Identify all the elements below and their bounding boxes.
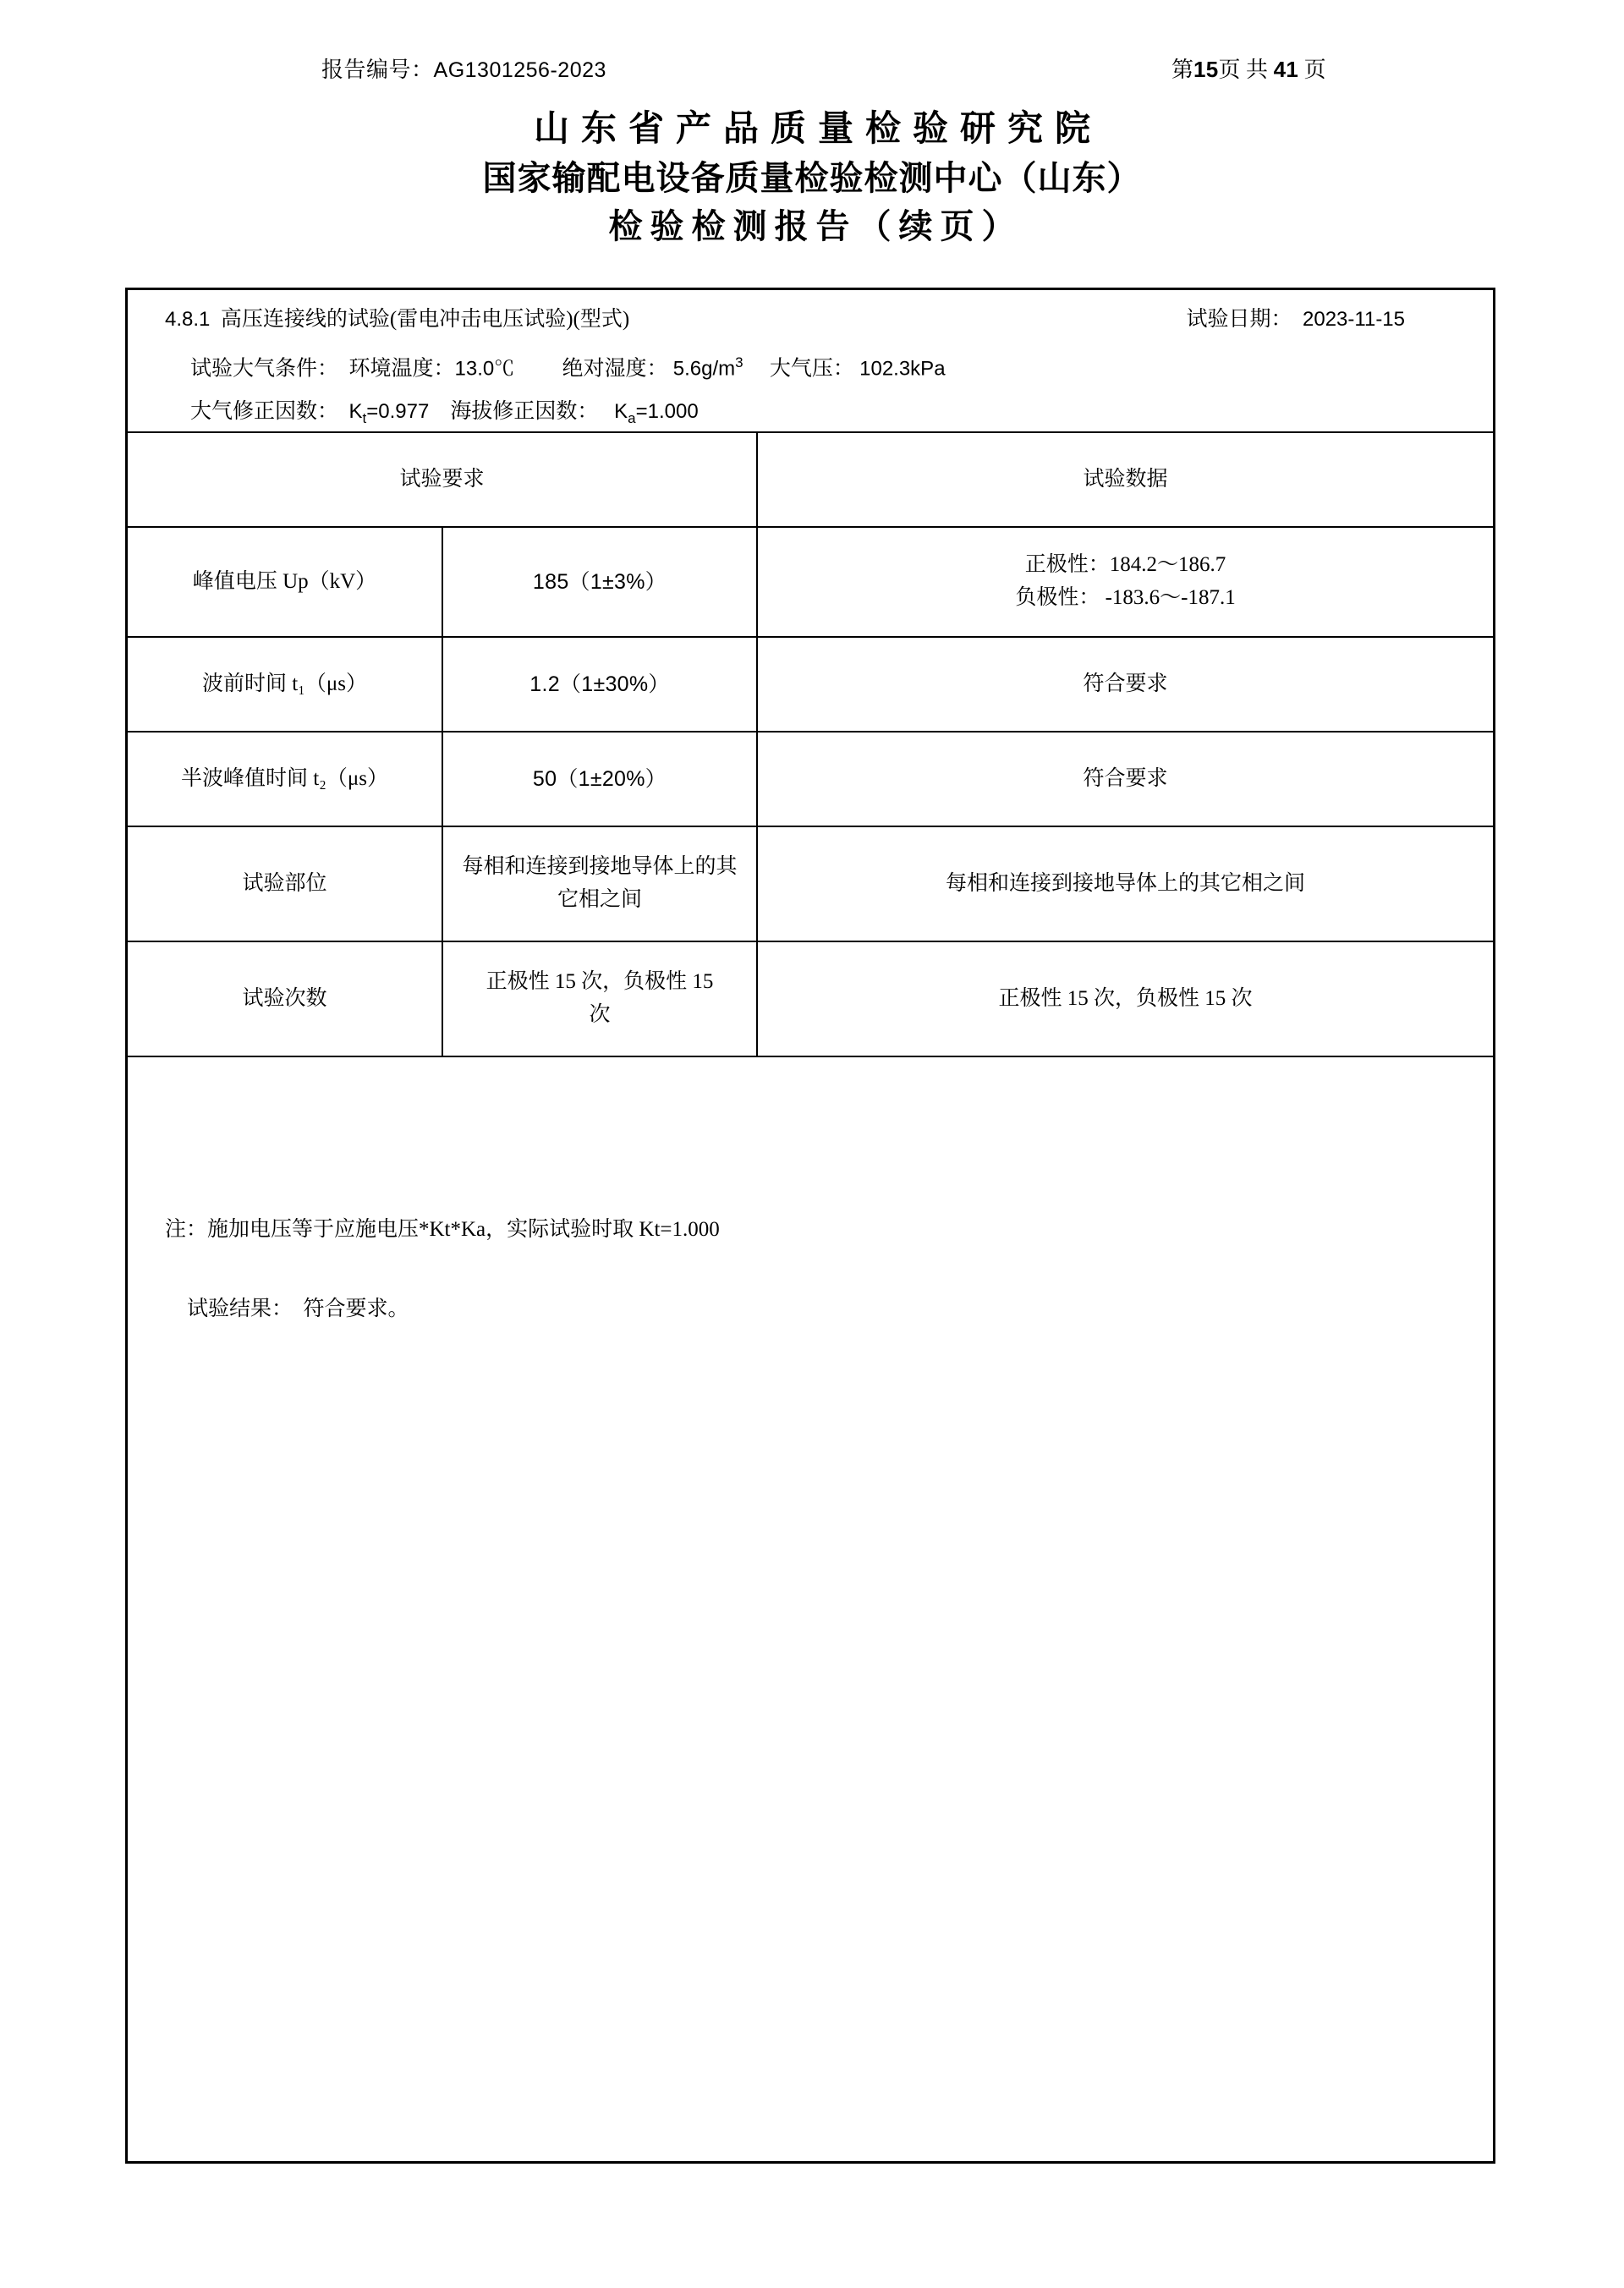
atmosphere-line bbox=[165, 355, 1456, 379]
pressure-value: 102.3kPa bbox=[859, 357, 946, 381]
table-row bbox=[128, 732, 1493, 826]
page-indicator bbox=[1171, 52, 1326, 84]
page-suffix: 页 bbox=[1303, 58, 1326, 82]
header-requirement: 试验要求 bbox=[128, 432, 757, 527]
row-data: 符合要求 bbox=[757, 637, 1493, 732]
report-number bbox=[321, 52, 606, 84]
row-item: 波前时间 t₁（μs） bbox=[128, 637, 442, 732]
center-title: 国家输配电设备质量检验检测中心（山东） bbox=[482, 158, 1142, 197]
row-requirement: 正极性 15 次，负极性 15 次 bbox=[442, 941, 757, 1056]
atmosphere-label: 试验大气条件： bbox=[190, 357, 339, 381]
test-result-label: 试验结果： bbox=[187, 1298, 294, 1320]
row-item: 峰值电压 Up（kV） bbox=[128, 527, 442, 637]
ka-value: =1.000 bbox=[635, 400, 699, 424]
table-header-row bbox=[128, 432, 1493, 527]
temperature-value: 13.0℃ bbox=[454, 357, 515, 381]
ka-symbol: K bbox=[614, 400, 628, 424]
row-data-line1: 正极性：184.2～186.7 bbox=[1024, 553, 1226, 577]
test-info-block bbox=[128, 290, 1493, 447]
institute-title: 山东省产品质量检验研究院 bbox=[533, 110, 1102, 149]
kt-subscript: t bbox=[362, 410, 367, 427]
page-current: 15 bbox=[1193, 57, 1219, 82]
ka-subscript: a bbox=[628, 410, 636, 427]
clause-title: 高压连接线的试验(雷电冲击电压试验)(型式) bbox=[220, 308, 630, 331]
test-result-value: 符合要求。 bbox=[303, 1298, 409, 1320]
page-total: 41 bbox=[1273, 57, 1299, 82]
test-date-value: 2023-11-15 bbox=[1303, 308, 1405, 331]
row-data bbox=[757, 527, 1493, 637]
ka-label: 海拔修正因数： bbox=[450, 400, 599, 424]
page-mid: 页 共 bbox=[1218, 58, 1269, 82]
row-data-line2: 负极性： -183.6～-187.1 bbox=[1015, 586, 1236, 609]
title-block bbox=[0, 106, 1624, 251]
clause-number: 4.8.1 bbox=[165, 308, 211, 331]
table-row bbox=[128, 637, 1493, 732]
kt-label: 大气修正因数： bbox=[190, 400, 339, 424]
clause-line bbox=[165, 309, 1456, 330]
header-data: 试验数据 bbox=[757, 432, 1493, 527]
table-note: 注：施加电压等于应施电压*Kt*Ka，实际试验时取 Kt=1.000 bbox=[165, 1218, 720, 1241]
report-number-value: AG1301256-2023 bbox=[433, 58, 606, 82]
row-requirement: 每相和连接到接地导体上的其它相之间 bbox=[442, 826, 757, 941]
test-result bbox=[187, 1292, 409, 1322]
row-data: 每相和连接到接地导体上的其它相之间 bbox=[757, 826, 1493, 941]
row-data: 正极性 15 次，负极性 15 次 bbox=[757, 941, 1493, 1056]
table-row bbox=[128, 826, 1493, 941]
pressure-label: 大气压： bbox=[769, 357, 854, 381]
test-date-label: 试验日期： bbox=[1186, 308, 1292, 331]
test-date bbox=[1187, 309, 1406, 330]
table-row bbox=[128, 941, 1493, 1056]
humidity-unit-exponent: 3 bbox=[735, 354, 743, 370]
correction-factors-line bbox=[165, 401, 1456, 425]
row-requirement: 50（1±20%） bbox=[442, 732, 757, 826]
report-number-label: 报告编号： bbox=[321, 58, 434, 82]
row-item: 试验部位 bbox=[128, 826, 442, 941]
humidity-value: 5.6g/m bbox=[672, 357, 736, 381]
kt-symbol: K bbox=[348, 400, 363, 424]
document-title: 检验检测报告（续页） bbox=[608, 206, 1023, 245]
row-requirement: 185（1±3%） bbox=[442, 527, 757, 637]
row-data: 符合要求 bbox=[757, 732, 1493, 826]
report-body-frame bbox=[125, 288, 1495, 2164]
page-prefix: 第 bbox=[1171, 58, 1194, 82]
row-requirement: 1.2（1±30%） bbox=[442, 637, 757, 732]
humidity-label: 绝对湿度： bbox=[562, 357, 668, 381]
temperature-label: 环境温度： bbox=[348, 357, 455, 381]
kt-value: =0.977 bbox=[366, 400, 430, 424]
test-data-table bbox=[128, 431, 1493, 1057]
row-item: 试验次数 bbox=[128, 941, 442, 1056]
table-row bbox=[128, 527, 1493, 637]
row-item: 半波峰值时间 t₂（μs） bbox=[128, 732, 442, 826]
page-header bbox=[0, 52, 1624, 86]
